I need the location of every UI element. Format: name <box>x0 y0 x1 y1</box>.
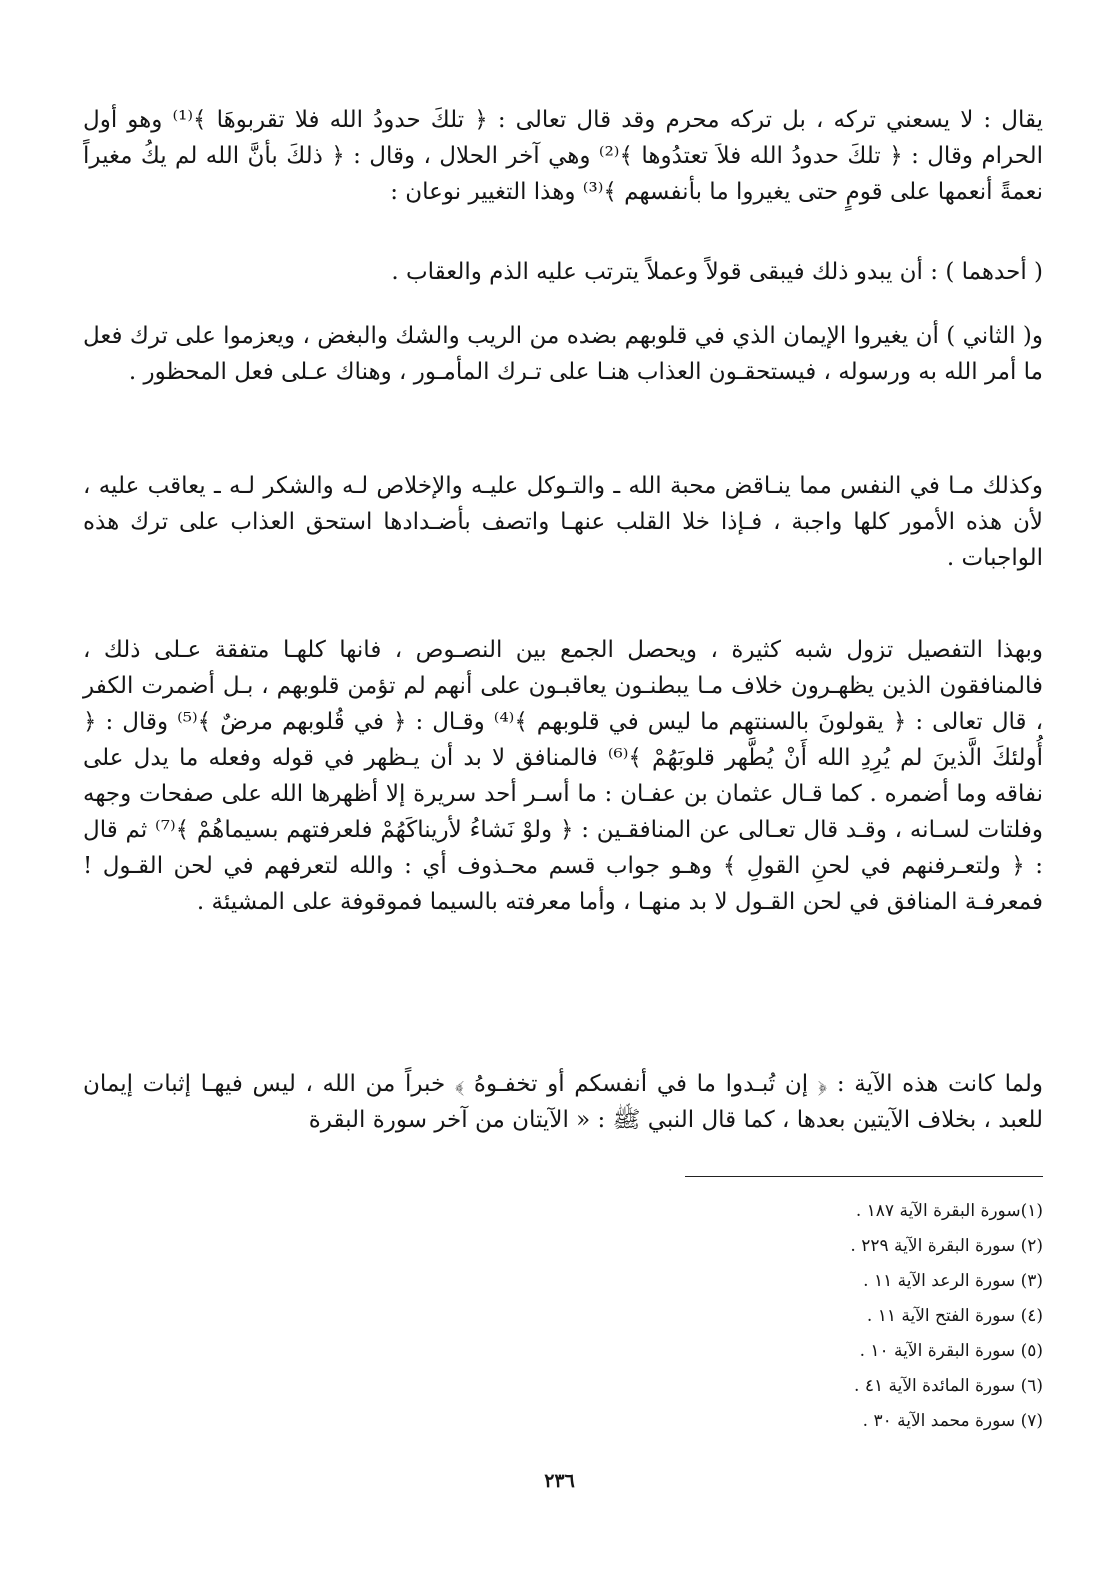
footnote-7: (٧) سورة محمد الآية ٣٠ . <box>862 1411 1043 1431</box>
footnote-4: (٤) سورة الفتح الآية ١١ . <box>866 1306 1043 1326</box>
paragraph-6: ولما كانت هذه الآية : ﴿ إن تُبـدوا ما في أنفسكم أو تخفـوهُ ﴾ خبراً من الله ، ليس فيهـا إثبات إيمان للعبد ، بخلاف الآيتين بعدها ، كما قال النبي ﷺ : « الآيتان من آخر سورة البقرة <box>83 1071 1043 1133</box>
footnote-5: (٥) سورة البقرة الآية ١٠ . <box>859 1341 1043 1361</box>
paragraph-3: و( الثاني ) أن يغيروا الإيمان الذي في قلوبهم بضده من الريب والشك والبغض ، ويعزموا على ترك فعل ما أمر الله به ورسوله ، فيستحقـون العذاب هنـا على تـرك المأمـور ، وهناك عـلى فعل المحظور . <box>83 323 1043 385</box>
paragraph-5: وبهذا التفصيل تزول شبه كثيرة ، ويحصل الجمع بين النصـوص ، فانها كلهـا متفقة عـلى ذلك ، فالمنافقون الذين يظهـرون خلاف مـا يبطنـون يعاقبـون على أنهم لم تؤمن قلوبهم ، بـل أضمرت الكفر ، قال تعالى : ﴿ يقولونَ بالسنتهم ما ليس في قلوبهم ﴾⁽⁴⁾ وقـال : ﴿ في قُلوبهم مرضٌ ﴾⁽⁵⁾ وقال : ﴿ أُولئكَ الَّذينَ لم يُرِدِ الله أَنْ يُطَّهر قلوبَهُمْ ﴾⁽⁶⁾ فالمنافق لا بد أن يـظهر في قوله وفعله ما يدل على نفاقه وما أضمره . كما قـال عثمان بن عفـان : ما أسـر أحد سريرة إلا أظهرها الله على صفحات وجهه وفلتات لسـانه ، وقـد قال تعـالى عن المنافقـين : ﴿ ولوْ نَشاءُ لأريناكَهُمْ فلعرفتهم بسيماهُمْ ﴾⁽⁷⁾ ثم قال : ﴿ ولتعـرفنهم في لحنِ القولِ ﴾ وهـو جواب قسم محـذوف أي : والله لتعرفهم في لحن القـول ! فمعرفـة المنافق في لحن القـول لا بد منهـا ، وأما معرفته بالسيما فموقوفة على المشيئة . <box>83 637 1043 915</box>
footnote-separator <box>685 1176 1043 1177</box>
paragraph-4: وكذلك مـا في النفس مما ينـاقض محبة الله ـ والتـوكل عليـه والإخلاص لـه والشكر لـه ـ يعاقب عليه ، لأن هذه الأمور كلها واجبة ، فـإذا خلا القلب عنهـا واتصف بأضـدادها استحق العذاب على ترك هذه الواجبات . <box>83 473 1043 571</box>
paragraph-1: يقال : لا يسعني تركه ، بل تركه محرم وقد قال تعالى : ﴿ تلكَ حدودُ الله فلا تقربوهَا ﴾⁽¹⁾ وهو أول الحرام وقال : ﴿ تلكَ حدودُ الله فلاَ تعتدُوها ﴾⁽²⁾ وهي آخر الحلال ، وقال : ﴿ ذلكَ بأنَّ الله لم يكُ مغيراً نعمةً أنعمها على قومٍ حتى يغيروا ما بأنفسهم ﴾⁽³⁾ وهذا التغيير نوعان : <box>83 107 1044 205</box>
paragraph-2: ( أحدهما ) : أن يبدو ذلك فيبقى قولاً وعملاً يترتب عليه الذم والعقاب . <box>391 259 1043 285</box>
footnotes-list <box>443 1194 1043 1439</box>
footnote-2: (٢) سورة البقرة الآية ٢٢٩ . <box>850 1236 1043 1256</box>
footnote-3: (٣) سورة الرعد الآية ١١ . <box>863 1271 1043 1291</box>
footnote-6: (٦) سورة المائدة الآية ٤١ . <box>854 1376 1043 1396</box>
footnote-1: (١)سورة البقرة الآية ١٨٧ . <box>855 1201 1043 1221</box>
page-number: ٢٣٦ <box>544 1470 575 1492</box>
